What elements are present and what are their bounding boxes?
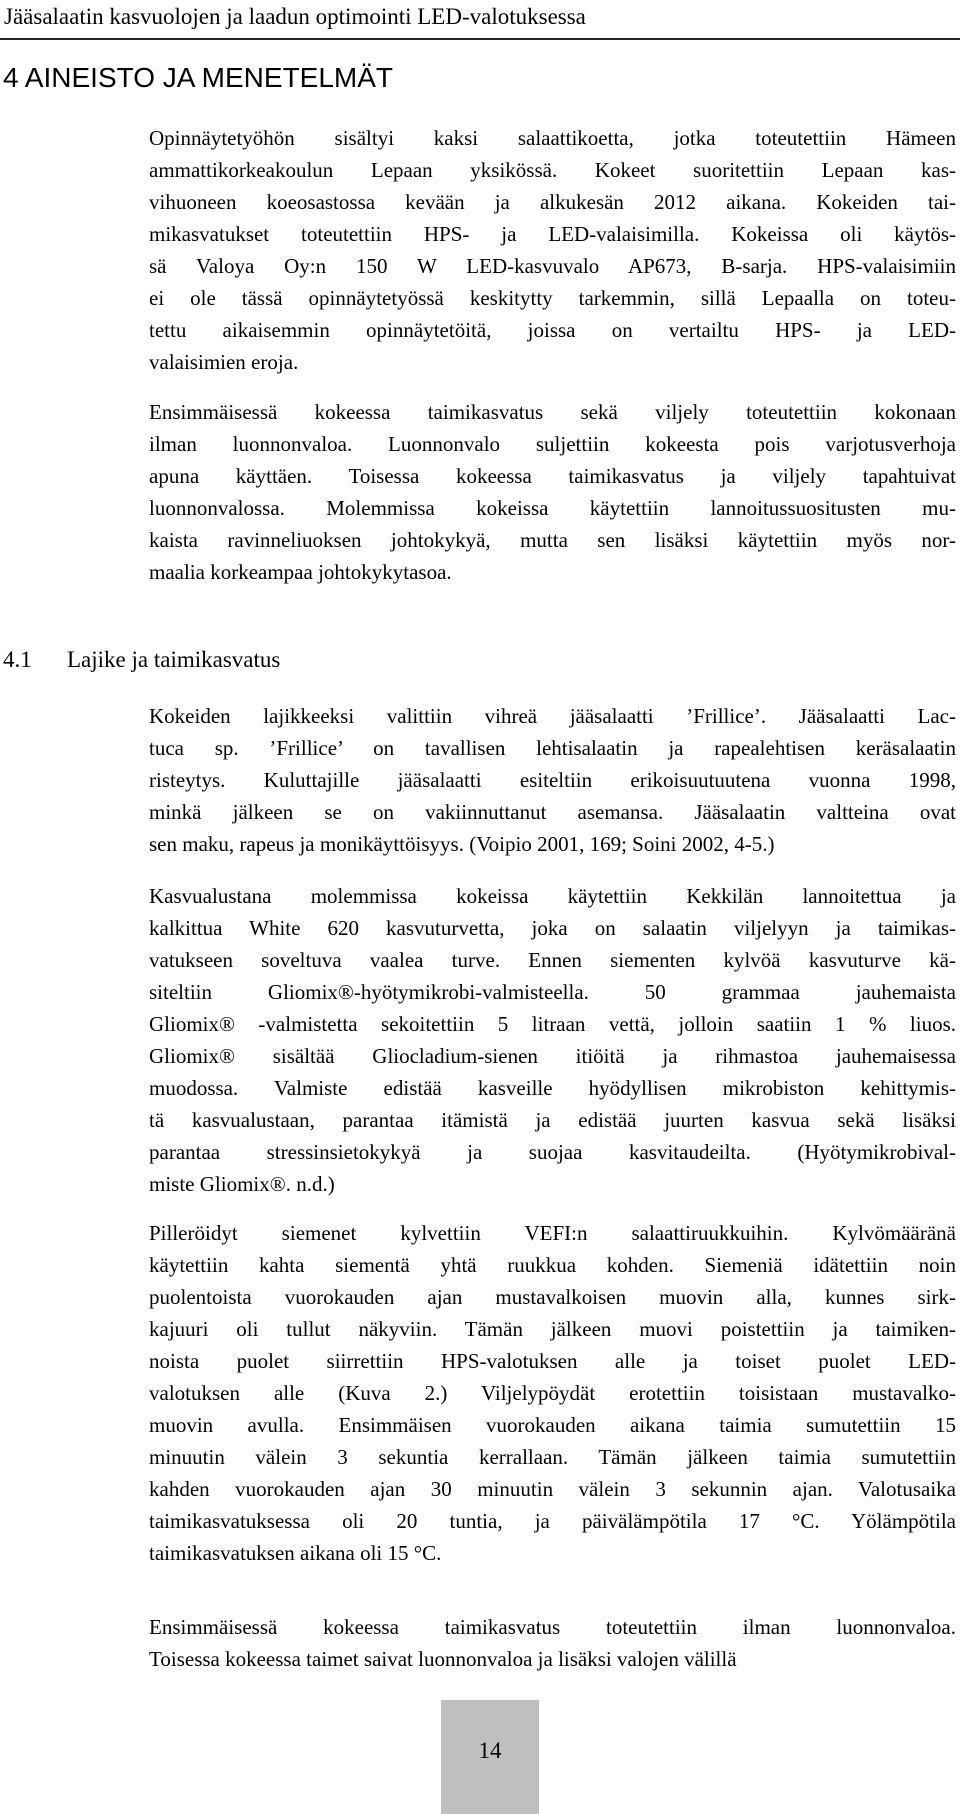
paragraph-line: miste Gliomix®. n.d.) <box>149 1172 335 1196</box>
paragraph-line: muodossa. Valmiste edistää kasveille hyödyllisen mikrobiston kehittymis- <box>149 1076 956 1100</box>
paragraph-line: taimikasvatuksen aikana oli 15 °C. <box>149 1541 442 1565</box>
running-header-title: Jääsalaatin kasvuolojen ja laadun optimointi LED-valotuksessa <box>4 4 586 29</box>
chapter-heading: 4 AINEISTO JA MENETELMÄT <box>3 62 394 93</box>
paragraph-line: valotuksen alle (Kuva 2.) Viljelypöydät erotettiin toisistaan mustavalko- <box>149 1381 956 1405</box>
paragraph-line: tä kasvualustaan, parantaa itämistä ja edistää juurten kasvua sekä lisäksi <box>149 1108 956 1132</box>
paragraph-line: kaista ravinneliuoksen johtokykyä, mutta sen lisäksi käytettiin myös nor- <box>149 528 956 552</box>
paragraph-line: noista puolet siirrettiin HPS-valotuksen alle ja toiset puolet LED- <box>149 1349 956 1373</box>
paragraph <box>149 1611 956 1675</box>
paragraph-line: mikasvatukset toteutettiin HPS- ja LED-valaisimilla. Kokeissa oli käytös- <box>149 222 956 246</box>
paragraph <box>149 122 956 378</box>
paragraph-line: Ensimmäisessä kokeessa taimikasvatus sekä viljely toteutettiin kokonaan <box>149 400 956 424</box>
paragraph-line: tuca sp. ’Frillice’ on tavallisen lehtisalaatin ja rapealehtisen keräsalaatin <box>149 736 956 760</box>
paragraph-line: ammattikorkeakoulun Lepaan yksikössä. Kokeet suoritettiin Lepaan kas- <box>149 158 956 182</box>
paragraph <box>149 880 956 1200</box>
paragraph-line: ilman luonnonvaloa. Luonnonvalo suljettiin kokeesta pois varjotusverhoja <box>149 432 956 456</box>
page-number-box <box>441 1700 539 1814</box>
paragraph <box>149 1217 956 1569</box>
paragraph-line: sä Valoya Oy:n 150 W LED-kasvuvalo AP673, B-sarja. HPS-valaisimiin <box>149 254 956 278</box>
paragraph-line: ei ole tässä opinnäytetyössä keskitytty tarkemmin, sillä Lepaalla on toteu- <box>149 286 956 310</box>
paragraph-line: kahden vuorokauden ajan 30 minuutin välein 3 sekunnin ajan. Valotusaika <box>149 1477 956 1501</box>
paragraph-line: puolentoista vuorokauden ajan mustavalkoisen muovin alla, kunnes sirk- <box>149 1285 956 1309</box>
paragraph-line: Ensimmäisessä kokeessa taimikasvatus toteutettiin ilman luonnonvaloa. <box>149 1615 956 1639</box>
paragraph-line: maalia korkeampaa johtokykytasoa. <box>149 560 452 584</box>
paragraph-line: minuutin välein 3 sekuntia kerrallaan. Tämän jälkeen taimia sumutettiin <box>149 1445 956 1469</box>
paragraph-line: tettu aikaisemmin opinnäytetöitä, joissa on vertailtu HPS- ja LED- <box>149 318 956 342</box>
paragraph-line: käytettiin kahta siementä yhtä ruukkua kohden. Siemeniä idätettiin noin <box>149 1253 956 1277</box>
paragraph-line: risteytys. Kuluttajille jääsalaatti esiteltiin erikoisuutuutena vuonna 1998, <box>149 768 956 792</box>
paragraph-line: muovin avulla. Ensimmäisen vuorokauden aikana taimia sumutettiin 15 <box>149 1413 956 1437</box>
paragraph-line: vihuoneen koeosastossa kevään ja alkukesän 2012 aikana. Kokeiden tai- <box>149 190 956 214</box>
paragraph-line: Opinnäytetyöhön sisältyi kaksi salaattikoetta, jotka toteutettiin Hämeen <box>149 126 956 150</box>
paragraph-line: apuna käyttäen. Toisessa kokeessa taimikasvatus ja viljely tapahtuivat <box>149 464 956 488</box>
running-header <box>0 0 960 40</box>
section-title: Lajike ja taimikasvatus <box>67 647 281 672</box>
paragraph-line: kajuuri oli tullut näkyviin. Tämän jälkeen muovi poistettiin ja taimiken- <box>149 1317 956 1341</box>
paragraph-line: parantaa stressinsietokykyä ja suojaa kasvitaudeilta. (Hyötymikrobival- <box>149 1140 956 1164</box>
paragraph-line: luonnonvalossa. Molemmissa kokeissa käytettiin lannoitussuositusten mu- <box>149 496 956 520</box>
paragraph <box>149 700 956 860</box>
section-number: 4.1 <box>3 647 32 672</box>
paragraph-line: Pilleröidyt siemenet kylvettiin VEFI:n salaattiruukkuihin. Kylvömääränä <box>149 1221 956 1245</box>
page-number: 14 <box>478 1738 502 1763</box>
paragraph-line: Kokeiden lajikkeeksi valittiin vihreä jääsalaatti ’Frillice’. Jääsalaatti Lac- <box>149 704 956 728</box>
paragraph-line: Kasvualustana molemmissa kokeissa käytettiin Kekkilän lannoitettua ja <box>149 884 956 908</box>
paragraph-line: vatukseen soveltuva vaalea turve. Ennen siementen kylvöä kasvuturve kä- <box>149 948 956 972</box>
paragraph-line: siteltiin Gliomix®-hyötymikrobi-valmisteella. 50 grammaa jauhemaista <box>149 980 956 1004</box>
paragraph-line: valaisimien eroja. <box>149 350 299 374</box>
paragraph-line: Gliomix® -valmistetta sekoitettiin 5 litraan vettä, jolloin saatiin 1 % liuos. <box>149 1012 956 1036</box>
paragraph-line: taimikasvatuksessa oli 20 tuntia, ja päivälämpötila 17 °C. Yölämpötila <box>149 1509 956 1533</box>
paragraph <box>149 396 956 588</box>
paragraph-line: Toisessa kokeessa taimet saivat luonnonvaloa ja lisäksi valojen välillä <box>149 1647 737 1671</box>
paragraph-line: sen maku, rapeus ja monikäyttöisyys. (Voipio 2001, 169; Soini 2002, 4-5.) <box>149 832 775 856</box>
paragraph-line: minkä jälkeen se on vakiinnuttanut asemansa. Jääsalaatin valtteina ovat <box>149 800 956 824</box>
section-heading <box>3 645 280 675</box>
paragraph-line: kalkittua White 620 kasvuturvetta, joka on salaatin viljelyyn ja taimikas- <box>149 916 956 940</box>
paragraph-line: Gliomix® sisältää Gliocladium-sienen itiöitä ja rihmastoa jauhemaisessa <box>149 1044 956 1068</box>
